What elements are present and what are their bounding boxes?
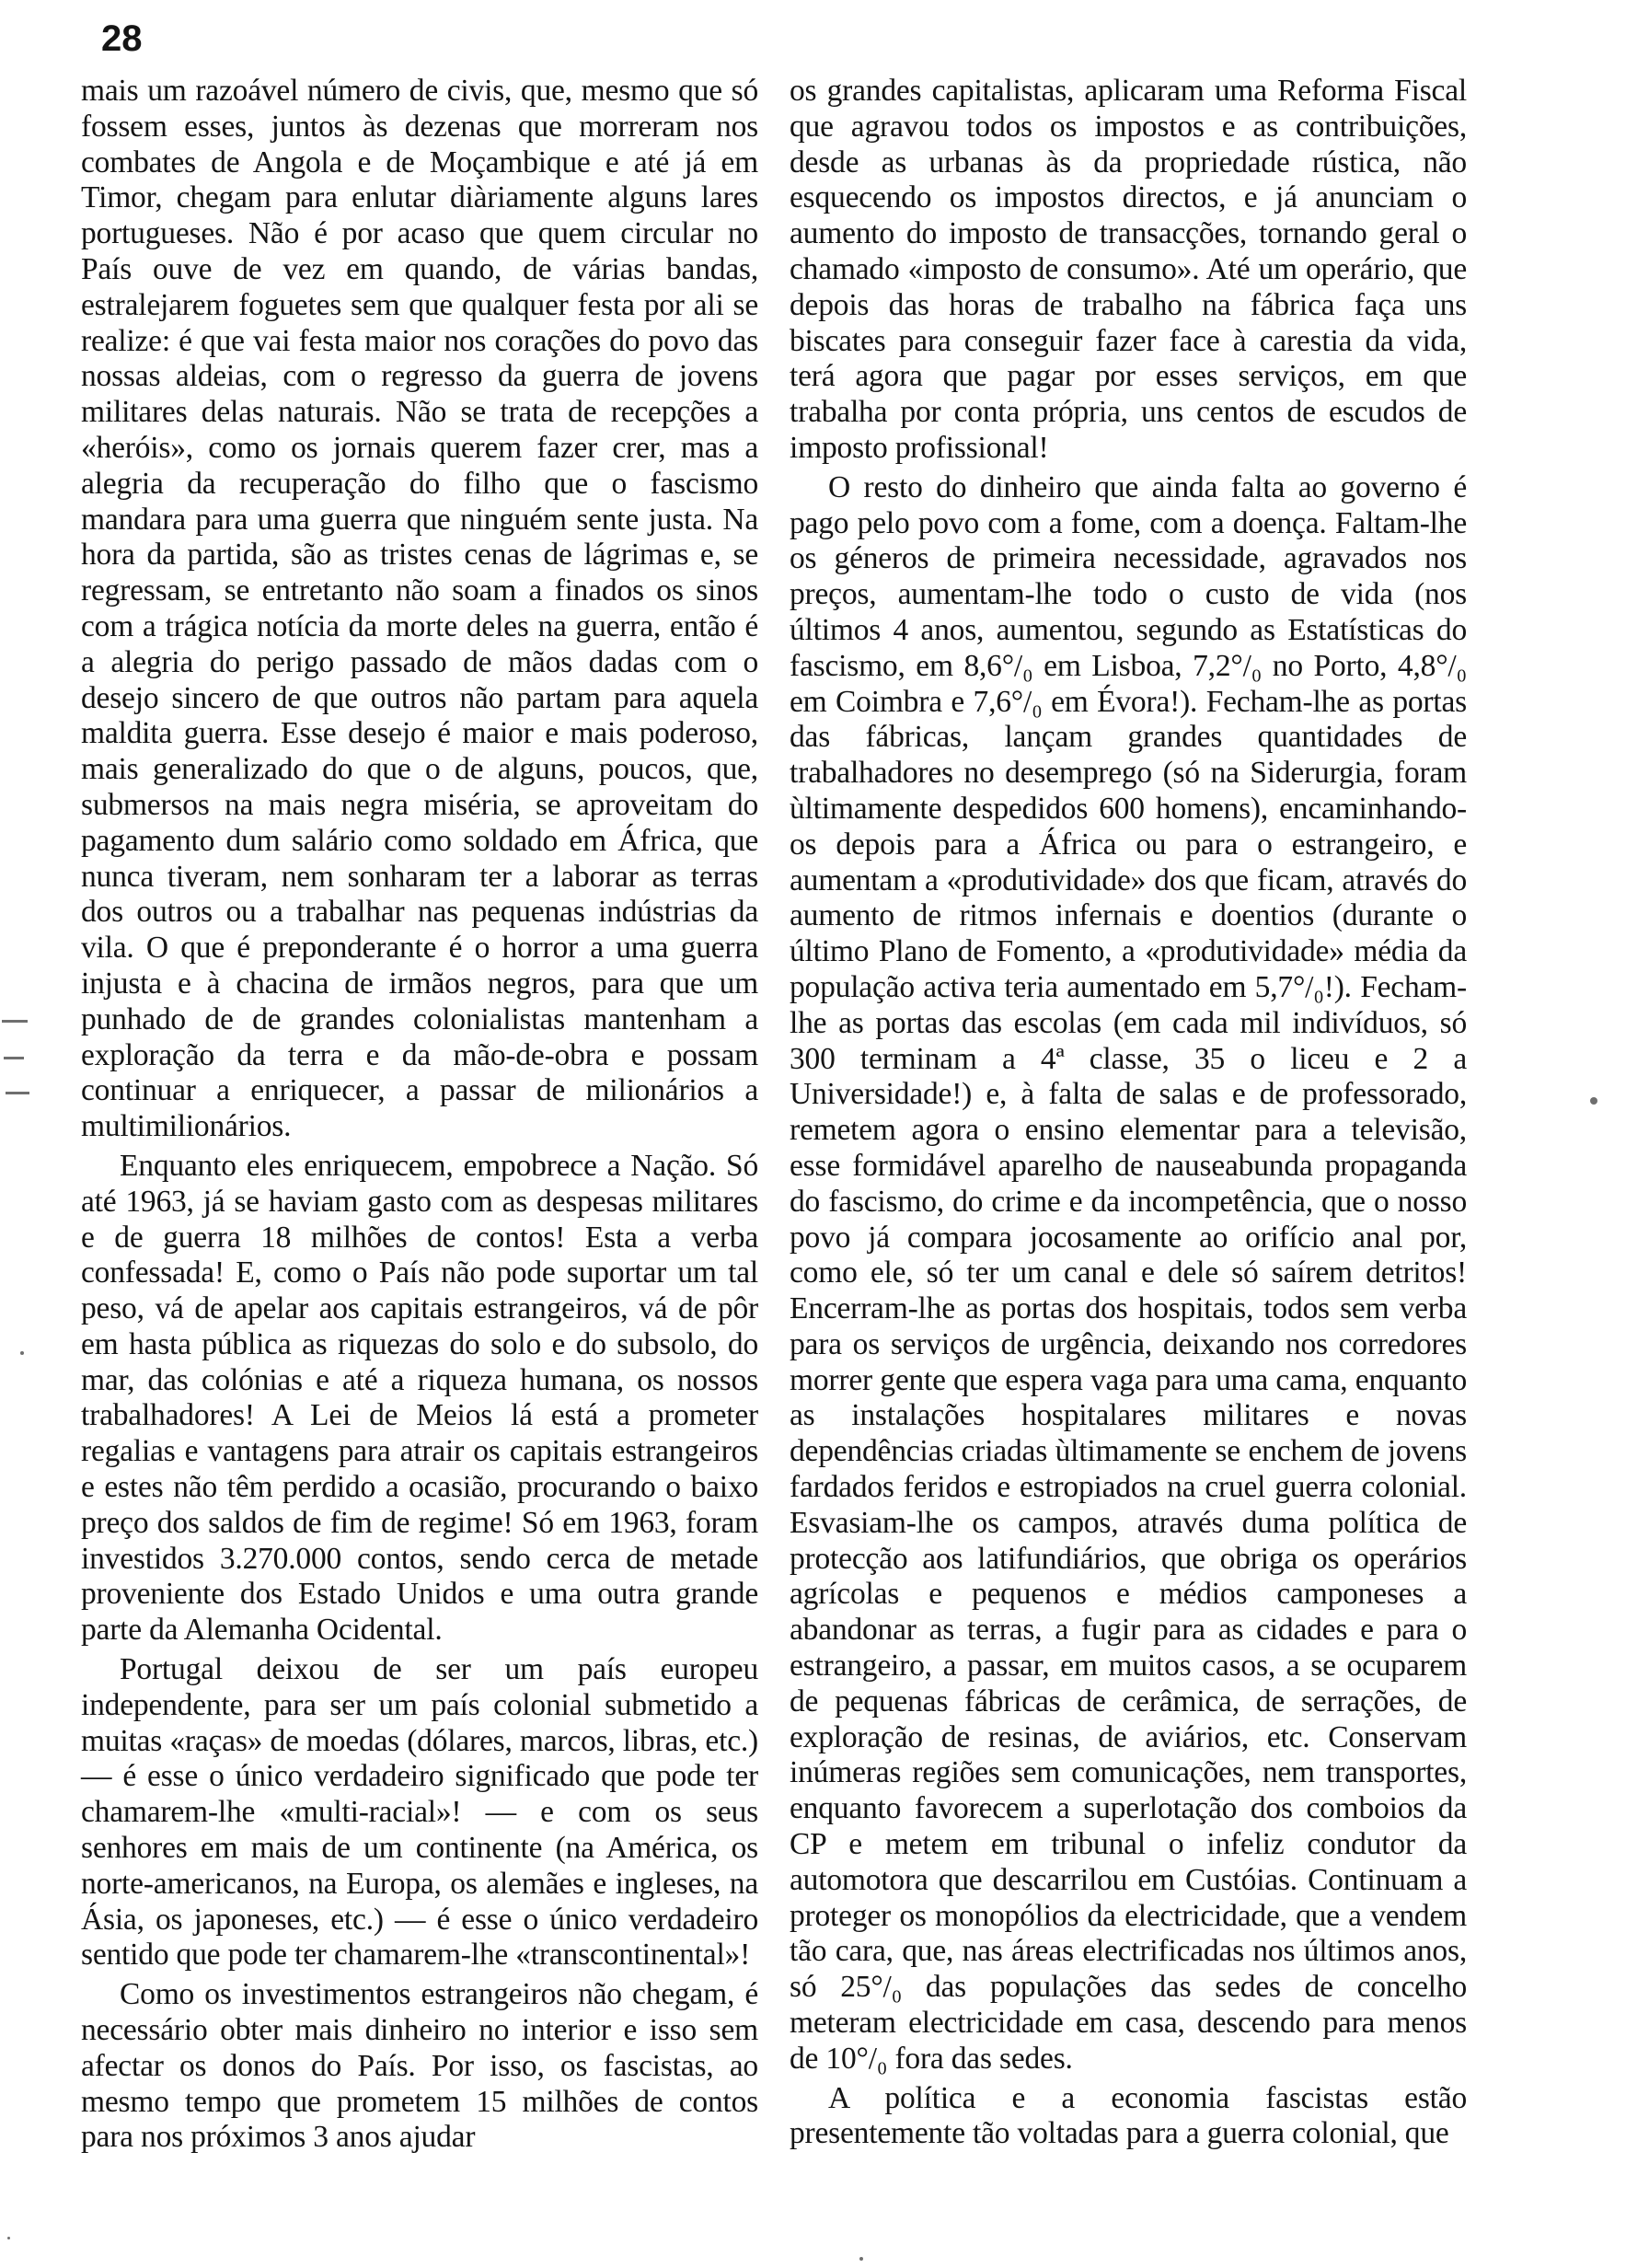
paragraph: Como os investimentos estrangeiros não chegam, é necessário obter mais dinheiro no interior e isso sem afectar os donos do País. Por isso, os fascistas, ao mesmo tempo que prometem 15 milhões de contos para nos próximos 3 anos ajudar: [81, 1977, 758, 2155]
paragraph: os grandes capitalistas, aplicaram uma Reforma Fiscal que agravou todos os impostos e as contribuições, desde as urbanas às da propriedade rústica, não esquecendo os impostos directos, e já anunciam o aumento do imposto de transacções, tornando geral o chamado «imposto de consumo». Até um operário, que depois das horas de trabalho na fábrica faça uns biscates para conseguir fazer face à carestia da vida, terá agora que pagar por esses serviços, em que trabalha por conta própria, uns centos de escudos de imposto profissional!: [790, 74, 1467, 465]
right-column: [790, 74, 1467, 2152]
paragraph: A política e a economia fascistas estão presentemente tão voltadas para a guerra colonial, que: [790, 2080, 1467, 2151]
paragraph: mais um razoável número de civis, que, mesmo que só fossem esses, juntos às dezenas que morreram nos combates de Angola e de Moçambique e até já em Timor, chegam para enlutar diàriamente alguns lares portugueses. Não é por acaso que quem circular no País ouve de vez em quando, de várias bandas, estralejarem foguetes sem que qualquer festa por ali se realize: é que vai festa maior nos corações do povo das nossas aldeias, com o regresso da guerra de jovens militares delas naturais. Não se trata de recepções a «heróis», como os jornais querem fazer crer, mas a alegria da recuperação do filho que o fascismo mandara para uma guerra que ninguém sente justa. Na hora da partida, são as tristes cenas de lágrimas e, se regressam, se entretanto não soam a finados os sinos com a trágica notícia da morte deles na guerra, então é a alegria do perigo passado de mãos dadas com o desejo sincero de que outros não partam para aquela maldita guerra. Esse desejo é maior e mais poderoso, mais generalizado do que o de alguns, poucos, que, submersos na mais negra miséria, se aproveitam do pagamento dum salário como soldado em África, que nunca tiveram, nem sonharam ter a laborar as terras dos outros ou a trabalhar nas pequenas indústrias da vila. O que é preponderante é o horror a uma guerra injusta e à chacina de irmãos negros, para que um punhado de de grandes colonialistas mantenham a exploração da terra e da mão-de-obra e possam continuar a enriquecer, a passar de milionários a multimilionários.: [81, 74, 758, 1144]
paragraph: Portugal deixou de ser um país europeu independente, para ser um país colonial submetido a muitas «raças» de moedas (dólares, marcos, libras, etc.) — é esse o único verdadeiro significado que pode ter chamarem-lhe «multi-racial»! — e com os seus senhores em mais de um continente (na América, os norte-americanos, na Europa, os alemães e ingleses, na Ásia, os japoneses, etc.) — é esse o único verdadeiro sentido que pode ter chamarem-lhe «transcontinental»!: [81, 1652, 758, 1973]
ink-speck: [7, 2237, 10, 2239]
ink-speck: [6, 1092, 29, 1094]
ink-speck: [1590, 1097, 1597, 1105]
ink-speck: [20, 1351, 24, 1355]
ink-speck: [859, 2257, 863, 2261]
ink-speck: [4, 1057, 24, 1059]
page-number: 28: [101, 18, 143, 59]
paragraph: O resto do dinheiro que ainda falta ao governo é pago pelo povo com a fome, com a doença. Faltam-lhe os géneros de primeira necessidade, agravados nos preços, aumentam-lhe todo o custo de vida (nos últimos 4 anos, aumentou, segundo as Estatísticas do fascismo, em 8,6°/₀ em Lisboa, 7,2°/₀ no Porto, 4,8°/₀ em Coimbra e 7,6°/₀ em Évora!). Fecham-lhe as portas das fábricas, lançam grandes quantidades de trabalhadores no desemprego (só na Siderurgia, foram ùltimamente despedidos 600 homens), encaminhando-os depois para a África ou para o estrangeiro, e aumentam a «produtividade» dos que ficam, através do aumento de ritmos infernais e doentios (durante o último Plano de Fomento, a «produtividade» média da população activa teria aumentado em 5,7°/₀!). Fecham-lhe as portas das escolas (em cada mil indivíduos, só 300 terminam a 4ª classe, 35 o liceu e 2 a Universidade!) e, à falta de salas e de professorado, remetem agora o ensino elementar para a televisão, esse formidável aparelho de nauseabunda propaganda do fascismo, do crime e da incompetência, que o nosso povo já compara jocosamente ao orifício anal por, como ele, só ter um canal e dele só saírem detritos! Encerram-lhe as portas dos hospitais, todos sem verba para os serviços de urgência, deixando nos corredores morrer gente que espera vaga para uma cama, enquanto as instalações hospitalares militares e novas dependências criadas ùltimamente se enchem de jovens fardados feridos e estropiados na cruel guerra colonial. Esvasiam-lhe os campos, através duma política de protecção aos latifundiários, que obriga os operários agrícolas e pequenos e médios camponeses a abandonar as terras, a fugir para as cidades e para o estrangeiro, a passar, em muitos casos, a se ocuparem de pequenas fábricas de cerâmica, de serrações, de exploração de resinas, de aviários, etc. Conservam inúmeras regiões sem comunicações, nem transportes, enquanto favorecem a superlotação dos comboios da CP e metem em tribunal o infeliz condutor da automotora que descarrilou em Custóias. Continuam a proteger os monopólios da electricidade, que a vendem tão cara, que, nas áreas electrificadas nos últimos anos, só 25°/₀ das populações das sedes de concelho meteram electricidade em casa, descendo para menos de 10°/₀ fora das sedes.: [790, 469, 1467, 2076]
paragraph: Enquanto eles enriquecem, empobrece a Nação. Só até 1963, já se haviam gasto com as despesas militares e de guerra 18 milhões de contos! Esta a verba confessada! E, como o País não pode suportar um tal peso, vá de apelar aos capitais estrangeiros, vá de pôr em hasta pública as riquezas do solo e do subsolo, do mar, das colónias e até a riqueza humana, os nossos trabalhadores! A Lei de Meios lá está a prometer regalias e vantagens para atrair os capitais estrangeiros e estes não têm perdido a ocasião, procurando o baixo preço dos saldos de fim de regime! Só em 1963, foram investidos 3.270.000 contos, sendo cerca de metade proveniente dos Estado Unidos e uma outra grande parte da Alemanha Ocidental.: [81, 1148, 758, 1648]
left-column: [81, 74, 758, 2156]
ink-speck: [2, 1020, 28, 1023]
